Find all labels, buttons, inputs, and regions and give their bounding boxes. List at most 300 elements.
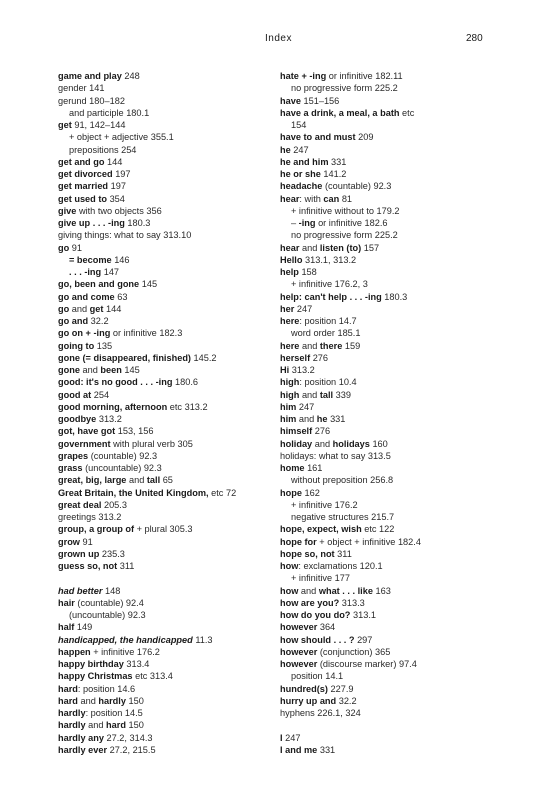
index-entry bbox=[58, 119, 273, 131]
entry-reference: and bbox=[298, 585, 319, 596]
index-entry bbox=[280, 278, 495, 290]
entry-reference: and bbox=[296, 414, 317, 424]
entry-reference: : exclamations 120.1 bbox=[298, 561, 383, 571]
entry-term: help bbox=[280, 267, 299, 277]
entry-term: been bbox=[100, 365, 122, 375]
index-entry bbox=[58, 609, 273, 621]
entry-term: hardly bbox=[58, 720, 86, 731]
entry-reference: 339 bbox=[333, 389, 351, 400]
entry-reference: negative structures 215.7 bbox=[291, 512, 395, 522]
index-entry bbox=[280, 327, 495, 339]
index-entry bbox=[280, 621, 495, 633]
entry-reference: 27.2, 314.3 bbox=[103, 732, 153, 743]
entry-term: hardly ever bbox=[58, 744, 108, 755]
entry-reference: and bbox=[299, 340, 320, 351]
entry-reference: no progressive form 225.2 bbox=[291, 230, 398, 241]
entry-term: grass bbox=[58, 463, 83, 473]
entry-term: hear bbox=[280, 193, 300, 204]
index-entry bbox=[280, 180, 495, 192]
entry-term: hope so, not bbox=[280, 548, 335, 559]
entry-reference: 247 bbox=[294, 303, 313, 314]
entry-reference: + infinitive 176.2, 3 bbox=[291, 279, 368, 290]
entry-reference: 354 bbox=[107, 193, 125, 204]
index-entry bbox=[58, 719, 273, 731]
entry-reference: 276 bbox=[310, 352, 329, 363]
entry-reference: etc 313.4 bbox=[132, 671, 173, 682]
entry-reference: + infinitive 176.2 bbox=[90, 646, 160, 657]
index-entry bbox=[58, 389, 273, 401]
entry-reference: 158 bbox=[298, 267, 317, 277]
entry-term: happen bbox=[58, 646, 91, 657]
index-entry bbox=[280, 217, 495, 229]
index-entry bbox=[280, 168, 495, 180]
index-entry bbox=[58, 585, 273, 597]
entry-reference: etc 313.2 bbox=[167, 401, 208, 412]
entry-term: hair bbox=[58, 597, 75, 608]
entry-reference: giving things: what to say 313.10 bbox=[58, 230, 192, 241]
entry-term: her bbox=[280, 303, 295, 314]
index-entry bbox=[280, 487, 495, 499]
entry-reference: 151–156 bbox=[300, 95, 340, 106]
entry-term: game and play bbox=[58, 71, 122, 81]
entry-term: good at bbox=[58, 389, 92, 400]
entry-reference: or infinitive 182.11 bbox=[326, 71, 403, 81]
index-entry bbox=[280, 107, 495, 119]
entry-term: tall bbox=[319, 389, 334, 400]
entry-reference: 297 bbox=[354, 634, 373, 645]
index-entry bbox=[280, 254, 495, 266]
index-entry bbox=[58, 107, 273, 119]
entry-term: he and him bbox=[280, 156, 329, 167]
entry-term: have to and must bbox=[280, 132, 356, 143]
entry-term: he bbox=[280, 144, 291, 155]
entry-reference: (countable) 92.3 bbox=[88, 450, 158, 461]
entry-reference: and bbox=[69, 303, 90, 314]
entry-term: I bbox=[280, 732, 283, 743]
entry-reference: 254 bbox=[91, 389, 110, 400]
index-entry bbox=[58, 229, 273, 241]
index-entry bbox=[280, 462, 495, 474]
entry-term: hate + -ing bbox=[280, 71, 327, 81]
entry-term: he bbox=[316, 414, 328, 424]
entry-term: he or she bbox=[280, 169, 321, 179]
entry-term: get used to bbox=[58, 193, 108, 204]
entry-term: home bbox=[280, 463, 305, 473]
index-entry bbox=[280, 438, 495, 450]
index-entry bbox=[58, 180, 273, 192]
index-entry bbox=[58, 217, 273, 229]
index-entry bbox=[58, 474, 273, 486]
entry-reference: with plural verb 305 bbox=[110, 438, 193, 449]
index-entry bbox=[280, 303, 495, 315]
index-entry bbox=[280, 340, 495, 352]
entry-term: hear bbox=[280, 242, 300, 253]
index-entry bbox=[280, 389, 495, 401]
entry-term: listen (to) bbox=[319, 242, 362, 253]
entry-reference: + infinitive 177 bbox=[291, 573, 350, 584]
entry-reference: 247 bbox=[296, 401, 315, 412]
entry-reference: 145.2 bbox=[191, 352, 217, 363]
index-entry bbox=[280, 450, 495, 462]
entry-term: hard bbox=[58, 695, 78, 706]
index-entry bbox=[280, 548, 495, 560]
index-entry bbox=[58, 634, 273, 646]
entry-reference: 235.3 bbox=[99, 548, 125, 559]
entry-reference: without preposition 256.8 bbox=[291, 475, 394, 486]
entry-term: grapes bbox=[58, 450, 89, 461]
index-entry bbox=[280, 425, 495, 437]
index-entry bbox=[280, 634, 495, 646]
index-entry bbox=[58, 450, 273, 462]
index-entry bbox=[280, 266, 495, 278]
entry-term: can bbox=[323, 193, 340, 204]
entry-term: himself bbox=[280, 426, 313, 437]
index-entry bbox=[58, 303, 273, 315]
index-entry bbox=[58, 376, 273, 388]
entry-reference: (conjunction) 365 bbox=[317, 646, 391, 657]
entry-reference: (uncountable) 92.3 bbox=[82, 463, 162, 473]
entry-term: I and me bbox=[280, 744, 318, 755]
entry-reference: 148 bbox=[102, 585, 121, 596]
entry-term: how bbox=[280, 561, 299, 571]
entry-reference: 161 bbox=[304, 463, 323, 473]
entry-term: happy Christmas bbox=[58, 671, 133, 682]
entry-reference: – bbox=[291, 218, 299, 228]
entry-term: go, been and gone bbox=[58, 279, 140, 290]
entry-term: hardly bbox=[98, 695, 126, 706]
entry-reference: 331 bbox=[328, 156, 347, 167]
index-entry bbox=[58, 438, 273, 450]
index-entry bbox=[58, 707, 273, 719]
entry-reference: 331 bbox=[327, 414, 346, 424]
index-entry bbox=[280, 352, 495, 364]
index-entry bbox=[280, 95, 495, 107]
index-entry bbox=[280, 376, 495, 388]
index-entry bbox=[280, 315, 495, 327]
entry-term: here bbox=[280, 340, 300, 351]
entry-term: help: can't help . . . -ing bbox=[280, 291, 382, 302]
entry-reference: 162 bbox=[301, 487, 320, 498]
section-gap bbox=[58, 572, 273, 584]
page-number: 280 bbox=[466, 33, 483, 44]
entry-term: got, have got bbox=[58, 426, 116, 437]
entry-term: hardly any bbox=[58, 732, 104, 743]
entry-reference: 209 bbox=[355, 132, 374, 143]
entry-reference: 311 bbox=[334, 548, 352, 559]
entry-reference: 144 bbox=[103, 303, 122, 314]
entry-reference: and bbox=[312, 438, 333, 449]
entry-reference: 27.2, 215.5 bbox=[107, 744, 156, 755]
entry-term: however bbox=[280, 622, 318, 633]
index-entry bbox=[58, 658, 273, 670]
entry-reference: etc bbox=[399, 107, 415, 118]
index-entry bbox=[280, 401, 495, 413]
index-entry bbox=[280, 646, 495, 658]
index-entry bbox=[280, 291, 495, 303]
index-entry bbox=[280, 609, 495, 621]
entry-term: holidays bbox=[332, 438, 370, 449]
entry-reference: + object + infinitive 182.4 bbox=[316, 536, 421, 547]
entry-reference: and bbox=[299, 242, 320, 253]
index-entry bbox=[58, 156, 273, 168]
index-entry bbox=[280, 707, 495, 719]
entry-reference: (uncountable) 92.3 bbox=[69, 610, 146, 620]
entry-reference: or infinitive 182.3 bbox=[110, 328, 183, 339]
entry-term: grown up bbox=[58, 548, 100, 559]
index-entry bbox=[58, 278, 273, 290]
index-entry bbox=[280, 744, 495, 756]
index-entry bbox=[58, 744, 273, 756]
index-entry bbox=[58, 205, 273, 217]
index-entry bbox=[280, 683, 495, 695]
entry-term: hope for bbox=[280, 536, 317, 547]
entry-reference: 153, 156 bbox=[115, 426, 154, 437]
entry-term: headache bbox=[280, 181, 323, 192]
index-entry bbox=[58, 144, 273, 156]
entry-reference: and bbox=[126, 475, 147, 486]
entry-reference: position 14.1 bbox=[291, 671, 344, 682]
entry-term: great deal bbox=[58, 499, 102, 510]
index-entry bbox=[58, 683, 273, 695]
entry-reference: 311 bbox=[117, 561, 135, 571]
entry-term: half bbox=[58, 622, 75, 633]
entry-reference: : position 14.5 bbox=[85, 708, 143, 718]
entry-term: get bbox=[89, 303, 104, 314]
entry-reference: 145 bbox=[139, 279, 158, 290]
entry-term: how do you do? bbox=[280, 610, 351, 620]
entry-reference: 65 bbox=[160, 475, 173, 486]
entry-term: give up . . . -ing bbox=[58, 218, 125, 228]
index-entry bbox=[58, 82, 273, 94]
entry-reference: 135 bbox=[94, 340, 113, 351]
entry-reference: 32.2 bbox=[336, 695, 357, 706]
entry-term: good morning, afternoon bbox=[58, 401, 168, 412]
entry-term: government bbox=[58, 438, 111, 449]
index-entry bbox=[280, 585, 495, 597]
index-entry bbox=[280, 536, 495, 548]
entry-term: herself bbox=[280, 352, 311, 363]
entry-term: hard bbox=[106, 720, 126, 731]
entry-reference: 163 bbox=[372, 585, 391, 596]
index-entry bbox=[58, 560, 273, 572]
entry-reference: (discourse marker) 97.4 bbox=[317, 659, 417, 669]
entry-term: gone bbox=[58, 365, 80, 375]
entry-reference: (countable) 92.3 bbox=[322, 181, 392, 192]
entry-reference: (countable) 92.4 bbox=[74, 597, 144, 608]
entry-reference: 331 bbox=[317, 744, 336, 755]
entry-term: get bbox=[58, 120, 72, 130]
entry-reference: 247 bbox=[282, 732, 301, 743]
entry-reference: 197 bbox=[108, 181, 126, 192]
entry-term: what . . . like bbox=[318, 585, 373, 596]
entry-term: get and go bbox=[58, 156, 105, 167]
index-entry bbox=[280, 658, 495, 670]
entry-reference: and bbox=[299, 389, 320, 400]
entry-reference: 313.2 bbox=[96, 414, 122, 424]
entry-reference: and bbox=[79, 365, 101, 375]
entry-reference: 147 bbox=[101, 267, 120, 277]
index-entry bbox=[280, 242, 495, 254]
entry-term: however bbox=[280, 646, 318, 657]
index-entry bbox=[58, 487, 273, 499]
entry-term: handicapped, the handicapped bbox=[58, 634, 193, 645]
index-column-right bbox=[280, 70, 495, 756]
entry-term: group, a group of bbox=[58, 524, 135, 535]
entry-reference: 32.2 bbox=[88, 316, 109, 326]
entry-term: get married bbox=[58, 181, 109, 192]
index-entry bbox=[280, 499, 495, 511]
index-entry bbox=[280, 474, 495, 486]
index-entry bbox=[58, 695, 273, 707]
entry-reference: 157 bbox=[361, 242, 380, 253]
index-entry bbox=[58, 95, 273, 107]
entry-reference: 149 bbox=[74, 622, 93, 633]
entry-reference: 276 bbox=[312, 426, 331, 437]
entry-reference: word order 185.1 bbox=[291, 328, 361, 339]
entry-reference: 91 bbox=[69, 242, 83, 253]
entry-reference: : position 14.7 bbox=[299, 316, 357, 326]
entry-reference: gerund 180–182 bbox=[58, 95, 125, 106]
index-entry bbox=[280, 511, 495, 523]
entry-term: have bbox=[280, 95, 301, 106]
entry-term: give bbox=[58, 205, 77, 216]
entry-reference: greetings 313.2 bbox=[58, 512, 122, 522]
index-column-left bbox=[58, 70, 273, 756]
entry-reference: and bbox=[77, 695, 99, 706]
entry-term: go bbox=[58, 303, 70, 314]
index-entry bbox=[280, 572, 495, 584]
entry-term: Great Britain, the United Kingdom, bbox=[58, 487, 209, 498]
entry-reference: 145 bbox=[121, 365, 140, 375]
entry-reference: + infinitive 176.2 bbox=[291, 499, 358, 510]
entry-reference: 180.3 bbox=[381, 291, 408, 302]
entry-term: there bbox=[319, 340, 343, 351]
entry-term: go on + -ing bbox=[58, 328, 111, 339]
entry-reference: 197 bbox=[112, 169, 131, 179]
entry-term: -ing bbox=[298, 218, 316, 228]
index-entry bbox=[280, 523, 495, 535]
index-entry bbox=[280, 193, 495, 205]
running-title: Index bbox=[265, 33, 292, 44]
entry-reference: 313.4 bbox=[123, 659, 150, 669]
entry-term: how bbox=[280, 585, 299, 596]
section-gap bbox=[280, 719, 495, 731]
entry-term: going to bbox=[58, 340, 95, 351]
index-entry bbox=[280, 205, 495, 217]
index-entry bbox=[58, 266, 273, 278]
index-entry bbox=[280, 82, 495, 94]
entry-term: him bbox=[280, 401, 297, 412]
index-entry bbox=[280, 156, 495, 168]
entry-term: tall bbox=[146, 475, 161, 486]
entry-term: go and bbox=[58, 316, 89, 326]
entry-term: here bbox=[280, 316, 300, 326]
entry-reference: 160 bbox=[369, 438, 388, 449]
entry-term: get divorced bbox=[58, 169, 113, 179]
index-entry bbox=[58, 364, 273, 376]
index-entry bbox=[58, 340, 273, 352]
index-entry bbox=[280, 70, 495, 82]
index-entry bbox=[58, 646, 273, 658]
index-entry bbox=[58, 548, 273, 560]
index-entry bbox=[58, 670, 273, 682]
entry-term: Hello bbox=[280, 254, 303, 265]
entry-term: = become bbox=[69, 254, 112, 265]
entry-reference: holidays: what to say 313.5 bbox=[280, 450, 391, 461]
entry-reference: 81 bbox=[339, 193, 353, 204]
entry-reference: 150 bbox=[125, 720, 144, 731]
index-entry bbox=[58, 597, 273, 609]
index-entry bbox=[280, 364, 495, 376]
entry-reference: no progressive form 225.2 bbox=[291, 83, 398, 94]
entry-reference: 247 bbox=[290, 144, 309, 155]
entry-term: . . . -ing bbox=[69, 267, 102, 277]
index-entry bbox=[58, 425, 273, 437]
entry-term: however bbox=[280, 659, 318, 669]
entry-term: good: it's no good . . . -ing bbox=[58, 377, 173, 388]
entry-reference: 91, 142–144 bbox=[71, 120, 126, 130]
index-entry bbox=[58, 242, 273, 254]
index-entry bbox=[58, 70, 273, 82]
index-entry bbox=[280, 670, 495, 682]
entry-reference: 91 bbox=[79, 536, 93, 547]
entry-reference: etc 122 bbox=[361, 524, 395, 535]
entry-reference: 159 bbox=[342, 340, 361, 351]
index-entry bbox=[58, 193, 273, 205]
entry-term: goodbye bbox=[58, 414, 97, 424]
entry-term: high bbox=[280, 377, 300, 388]
entry-reference: and participle 180.1 bbox=[69, 107, 150, 118]
entry-reference: : position 10.4 bbox=[299, 377, 357, 388]
entry-reference: 146 bbox=[111, 254, 130, 265]
entry-reference: gender 141 bbox=[58, 83, 105, 94]
index-entry bbox=[58, 131, 273, 143]
entry-reference: 248 bbox=[121, 71, 140, 81]
entry-reference: with two objects 356 bbox=[76, 205, 162, 216]
index-entry bbox=[58, 254, 273, 266]
index-entry bbox=[58, 536, 273, 548]
entry-reference: + plural 305.3 bbox=[134, 524, 193, 535]
index-entry bbox=[280, 144, 495, 156]
index-entry bbox=[58, 621, 273, 633]
entry-term: guess so, not bbox=[58, 561, 118, 571]
entry-term: go and come bbox=[58, 291, 115, 302]
index-entry bbox=[58, 327, 273, 339]
entry-reference: : position 14.6 bbox=[77, 683, 136, 694]
entry-term: go bbox=[58, 242, 70, 253]
index-entry bbox=[58, 413, 273, 425]
entry-reference: prepositions 254 bbox=[69, 144, 137, 155]
entry-term: how are you? bbox=[280, 597, 340, 608]
index-entry bbox=[58, 499, 273, 511]
entry-term: happy birthday bbox=[58, 659, 124, 669]
entry-reference: + object + adjective 355.1 bbox=[69, 132, 174, 143]
entry-reference: 205.3 bbox=[101, 499, 127, 510]
entry-reference: etc 72 bbox=[208, 487, 237, 498]
entry-reference: 364 bbox=[317, 622, 336, 633]
entry-term: hope bbox=[280, 487, 302, 498]
index-entry bbox=[280, 732, 495, 744]
entry-reference: 180.6 bbox=[172, 377, 198, 388]
entry-reference: 313.2 bbox=[289, 365, 315, 375]
entry-reference: 144 bbox=[104, 156, 123, 167]
entry-reference: + infinitive without to 179.2 bbox=[291, 205, 400, 216]
entry-term: grow bbox=[58, 536, 80, 547]
index-entry bbox=[280, 597, 495, 609]
index-entry bbox=[58, 168, 273, 180]
index-entry bbox=[280, 131, 495, 143]
entry-term: hurry up and bbox=[280, 695, 337, 706]
